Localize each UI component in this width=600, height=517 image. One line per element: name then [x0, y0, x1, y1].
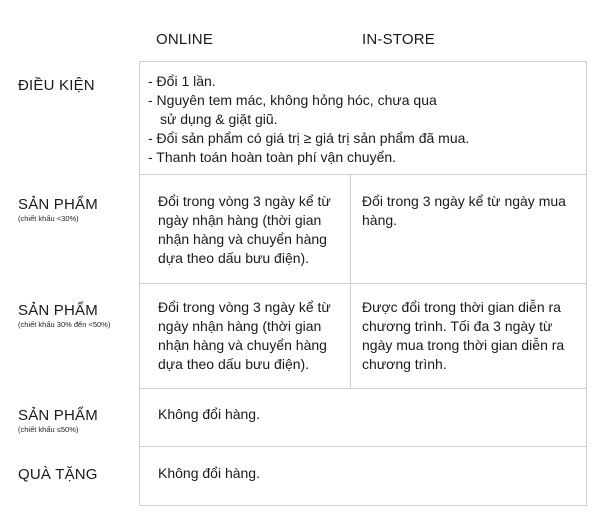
row-subtitle: (chiết khấu ≤50%) — [18, 425, 79, 434]
product-3-cell: Không đổi hàng. — [158, 406, 260, 422]
gift-cell: Không đổi hàng. — [158, 465, 260, 481]
product-2-online-cell: Đổi trong vòng 3 ngày kể từ ngày nhận hàng (thời gian nhận hàng và chuyển hàng dựa theo dấu bưu điện). — [158, 299, 331, 372]
condition-item: - Thanh toán hoàn toàn phí vận chuyển. — [148, 149, 397, 165]
condition-item: - Nguyên tem mác, không hỏng hóc, chưa qua — [148, 92, 437, 108]
policy-table — [139, 61, 587, 506]
condition-item: sử dụng & giặt giũ. — [160, 111, 278, 127]
row-title: ĐIỀU KIỆN — [18, 77, 95, 94]
row-label-product-2 — [18, 302, 110, 329]
row-title: SẢN PHẨM — [18, 196, 98, 213]
column-header-instore: IN-STORE — [362, 31, 435, 48]
row-title: SẢN PHẨM — [18, 407, 98, 424]
column-header-online: ONLINE — [156, 31, 214, 48]
product-2-instore-cell: Được đổi trong thời gian diễn ra chương trình. Tối đa 3 ngày từ ngày mua trong thời gian diễn ra chương trình. — [362, 299, 565, 372]
row-subtitle: (chiết khấu 30% đến <50%) — [18, 320, 111, 329]
conditions-cell — [148, 72, 578, 167]
row-divider — [140, 388, 586, 389]
row-title: QUÀ TẶNG — [18, 466, 98, 483]
row-divider — [140, 446, 586, 447]
row-label-product-3 — [18, 407, 98, 434]
row-label-conditions — [18, 77, 95, 94]
condition-item: - Đổi sản phẩm có giá trị ≥ giá trị sản phẩm đã mua. — [148, 130, 470, 146]
row-label-product-1 — [18, 196, 98, 223]
column-divider — [350, 174, 351, 388]
row-divider — [140, 174, 586, 175]
condition-item: - Đổi 1 lần. — [148, 73, 216, 89]
product-1-instore-cell: Đổi trong 3 ngày kể từ ngày mua hàng. — [362, 193, 566, 228]
row-subtitle: (chiết khấu <30%) — [18, 214, 79, 223]
product-1-online-cell: Đổi trong vòng 3 ngày kể từ ngày nhận hàng (thời gian nhận hàng và chuyển hàng dựa theo dấu bưu điện). — [158, 193, 331, 266]
row-divider — [140, 283, 586, 284]
row-label-gift — [18, 466, 98, 483]
row-title: SẢN PHẨM — [18, 302, 98, 319]
